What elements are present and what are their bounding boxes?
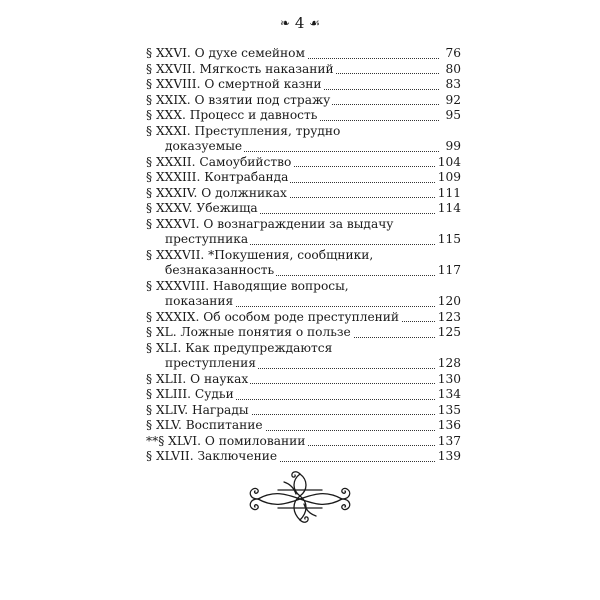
toc-entry-title: § XXXVI. О вознаграждении за выдачу bbox=[146, 216, 394, 231]
page-header bbox=[0, 13, 600, 33]
toc-entry bbox=[146, 387, 461, 403]
toc-entry-continuation bbox=[146, 263, 461, 279]
toc-entry bbox=[146, 325, 461, 341]
toc-entry-title: § XXXI. Преступления, трудно bbox=[146, 123, 341, 138]
toc-page-number: 128 bbox=[437, 356, 461, 370]
ornamental-flourish-icon bbox=[244, 468, 356, 530]
toc-entry-title: § XLVII. Заключение bbox=[146, 449, 278, 463]
toc-entry-title: § XXXII. Самоубийство bbox=[146, 154, 292, 169]
toc-entry bbox=[146, 372, 461, 388]
toc-page-number: 130 bbox=[437, 371, 461, 386]
toc-entry-title: § XXXIII. Контрабанда bbox=[146, 170, 289, 184]
toc-entry-title: **§ XLVI. О помиловании bbox=[146, 433, 306, 448]
toc-entry-title-continued: показания bbox=[146, 294, 235, 310]
toc-page-number: 137 bbox=[437, 433, 461, 448]
toc-entry bbox=[146, 418, 461, 434]
toc-entry-title: § XXVII. Мягкость наказаний bbox=[146, 61, 334, 76]
toc-entry-title: § XXX. Процесс и давность bbox=[146, 108, 318, 122]
toc-entry bbox=[146, 170, 461, 186]
toc-entry bbox=[146, 279, 461, 295]
toc-entry-continuation bbox=[146, 232, 461, 248]
toc-entry-title: § XLV. Воспитание bbox=[146, 418, 263, 432]
toc-entry-continuation bbox=[146, 294, 461, 310]
toc-entry-title-continued: преступления bbox=[146, 356, 258, 372]
ornament-left-icon: ❧ bbox=[280, 16, 291, 30]
toc-entry bbox=[146, 108, 461, 124]
toc-page-number: 139 bbox=[437, 449, 461, 463]
toc-page-number: 95 bbox=[445, 108, 461, 122]
toc-entry-title: § XXIX. О взятии под стражу bbox=[146, 92, 331, 107]
toc-entry bbox=[146, 186, 461, 202]
toc-page-number: 117 bbox=[437, 263, 461, 277]
ornament-right-icon: ☙ bbox=[309, 16, 320, 30]
toc-page-number: 109 bbox=[437, 170, 461, 184]
toc-page-number: 125 bbox=[437, 325, 461, 339]
toc-entry bbox=[146, 341, 461, 357]
toc-page-number: 83 bbox=[445, 77, 461, 91]
toc-entry bbox=[146, 62, 461, 78]
table-of-contents bbox=[146, 46, 461, 465]
toc-page-number: 115 bbox=[437, 232, 461, 246]
toc-page-number: 80 bbox=[445, 61, 461, 76]
page-number: 4 bbox=[294, 14, 305, 32]
toc-page-number: 99 bbox=[445, 139, 461, 153]
toc-entry bbox=[146, 124, 461, 140]
toc-page-number: 114 bbox=[437, 201, 461, 215]
toc-entry bbox=[146, 155, 461, 171]
toc-entry-title: § XLIV. Награды bbox=[146, 402, 249, 417]
toc-entry-title: § XLII. О науках bbox=[146, 371, 249, 386]
toc-page-number: 92 bbox=[445, 92, 461, 107]
toc-page-number: 104 bbox=[437, 154, 461, 169]
toc-entry-title: § XXXIX. Об особом роде преступлений bbox=[146, 309, 400, 324]
toc-entry bbox=[146, 46, 461, 62]
toc-page-number: 111 bbox=[437, 185, 461, 200]
toc-page-number: 135 bbox=[437, 402, 461, 417]
toc-entry-title: § XLI. Как предупреждаются bbox=[146, 340, 333, 355]
toc-entry-title: § XXVIII. О смертной казни bbox=[146, 77, 322, 91]
toc-entry bbox=[146, 434, 461, 450]
toc-page-number: 134 bbox=[437, 387, 461, 401]
toc-entry bbox=[146, 248, 461, 264]
toc-entry bbox=[146, 77, 461, 93]
toc-entry bbox=[146, 93, 461, 109]
toc-entry-title-continued: преступника bbox=[146, 232, 250, 248]
toc-page-number: 123 bbox=[437, 309, 461, 324]
toc-page-number: 76 bbox=[445, 46, 461, 60]
toc-entry-continuation bbox=[146, 356, 461, 372]
toc-entry bbox=[146, 217, 461, 233]
toc-page-number: 136 bbox=[437, 418, 461, 432]
toc-entry-title: § XXVI. О духе семейном bbox=[146, 46, 305, 60]
toc-entry bbox=[146, 310, 461, 326]
toc-entry-title: § XXXVII. *Покушения, сообщники, bbox=[146, 247, 374, 262]
toc-entry-title-continued: доказуемые bbox=[146, 139, 244, 155]
toc-entry-title-continued: безнаказанность bbox=[146, 263, 276, 279]
toc-entry-title: § XXXVIII. Наводящие вопросы, bbox=[146, 278, 349, 293]
toc-entry bbox=[146, 201, 461, 217]
toc-entry bbox=[146, 403, 461, 419]
toc-entry-continuation bbox=[146, 139, 461, 155]
toc-page-number: 120 bbox=[437, 294, 461, 308]
toc-entry bbox=[146, 449, 461, 465]
toc-entry-title: § XLIII. Судьи bbox=[146, 387, 234, 401]
toc-entry-title: § XXXV. Убежища bbox=[146, 201, 258, 215]
toc-entry-title: § XXXIV. О должниках bbox=[146, 185, 287, 200]
toc-entry-title: § XL. Ложные понятия о пользе bbox=[146, 325, 351, 339]
